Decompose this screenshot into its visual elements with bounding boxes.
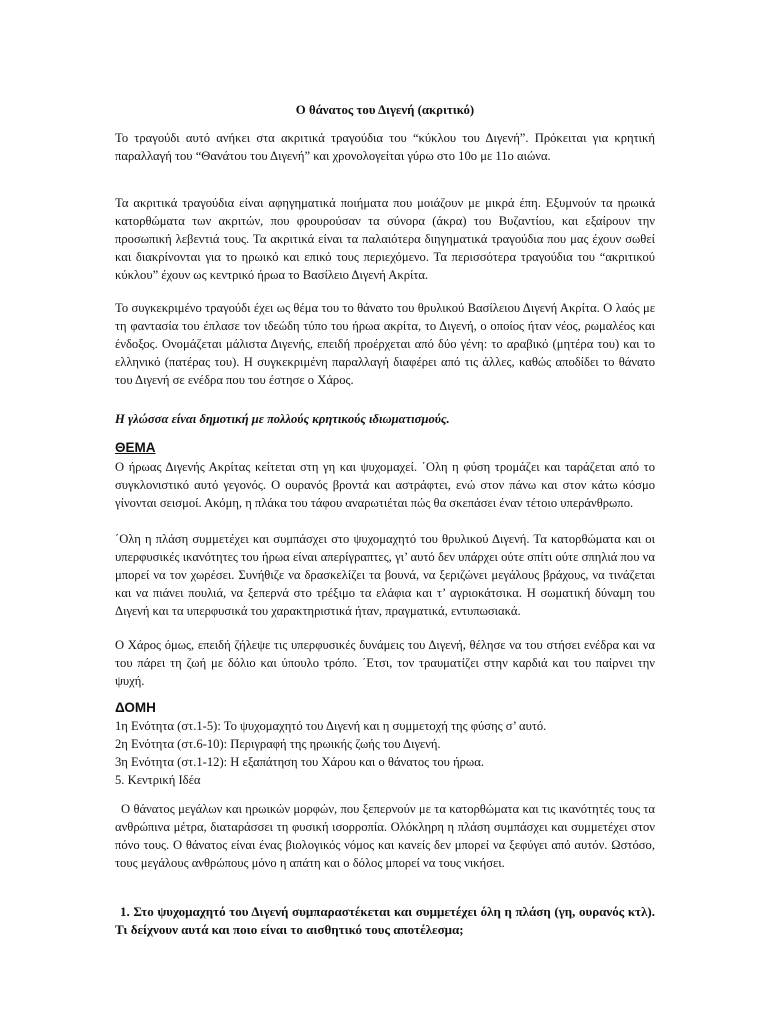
paragraph-thema-3: Ο Χάρος όμως, επειδή ζήλεψε τις υπερφυσικές δυνάμεις του Διγενή, θέλησε να του στήσει ενέδρα και να του πάρει τη ζωή με δόλιο και ύπουλο τρόπο. ΄Ετσι, τον τραυματίζει στην καρδιά και του παίρνει την ψυχή. <box>115 638 655 688</box>
question-number: 1. <box>120 904 130 919</box>
question-text: Στο ψυχομαχητό του Διγενή συμπαραστέκεται και συμμετέχει όλη η πλάση (γη, ουρανός κτλ). Τι δείχνουν αυτά και ποιο είναι το αισθητικό τους αποτέλεσμα; <box>115 904 655 937</box>
domi-item-1: 1η Ενότητα (στ.1-5): Το ψυχομαχητό του Διγενή και η συμμετοχή της φύσης σ’ αυτό. <box>115 719 547 733</box>
heading-thema: ΘΕΜΑ <box>115 440 156 455</box>
domi-item-4: 5. Κεντρική Ιδέα <box>115 773 201 787</box>
paragraph-digenis: Το συγκεκριμένο τραγούδι έχει ως θέμα του το θάνατο του θρυλικού Βασίλειου Διγενή Ακρίτα. Ο λαός με τη φαντασία του έπλασε τον ιδεώδη τύπο του ήρωα ακρίτα, το Διγενή, ο οποίος ήταν νέος, ρωμαλέος και ένδοξος. Ονομάζεται μάλιστα Διγενής, επειδή προέρχεται από δύο γένη: το αραβικό (μητέρα του) και το ελληνικό (πατέρας του). Η συγκεκριμένη παραλλαγή διαφέρει από τις άλλες, καθώς αποδίδει το θάνατο του Διγενή σε ενέδρα που του έστησε ο Χάρος. <box>115 301 655 387</box>
domi-item-2: 2η Ενότητα (στ.6-10): Περιγραφή της ηρωικής ζωής του Διγενή. <box>115 737 441 751</box>
document-title: Ο θάνατος του Διγενή (ακριτικό) <box>295 103 475 117</box>
paragraph-intro: Το τραγούδι αυτό ανήκει στα ακριτικά τραγούδια του “κύκλου του Διγενή”. Πρόκειται για κρητική παραλλαγή του “Θανάτου του Διγενή” και χρονολογείται γύρω στο 10ο με 11ο αιώνα. <box>115 131 655 163</box>
paragraph-kentriki-idea: Ο θάνατος μεγάλων και ηρωικών μορφών, που ξεπερνούν με τα κατορθώματα και τις ικανότητές τους τα ανθρώπινα μέτρα, διαταράσσει τη φυσική ισορροπία. Ολόκληρη η πλάση συμπάσχει και συμμετέχει στον πόνο τους. Ο θάνατος είναι ένας βιολογικός νόμος και κανείς δεν μπορεί να ξεφύγει από αυτόν. Ωστόσο, τους μεγάλους ανθρώπους μόνο η απάτη και ο δόλος μπορεί να τους νικήσει. <box>115 802 655 870</box>
domi-item-3: 3η Ενότητα (στ.1-12): Η εξαπάτηση του Χάρου και ο θάνατος του ήρωα. <box>115 755 484 769</box>
paragraph-thema-2: ΄Ολη η πλάση συμμετέχει και συμπάσχει στο ψυχομαχητό του θρυλικού Διγενή. Τα κατορθώματα και οι υπερφυσικές ικανότητες του ήρωα είναι απερίγραπτες, γι’ αυτό δεν υπάρχει ούτε σπίτι ούτε σπηλιά που να μπορεί να τον χωρέσει. Συνήθιζε να δρασκελίζει τα βουνά, να ξεριζώνει μεγάλους βράχους, να τινάζεται και να πιάνει πουλιά, να ξεπερνά στο τρέξιμο τα ελάφια και τ’ αγριοκάτσικα. Η σωματική δύναμη του Διγενή και τα υπερφυσικά του χαρακτηριστικά ήταν, πραγματικά, εντυπωσιακά. <box>115 532 655 618</box>
question-1 <box>115 903 655 939</box>
heading-domi: ΔΟΜΗ <box>115 700 156 715</box>
paragraph-language: Η γλώσσα είναι δημοτική με πολλούς κρητικούς ιδιωματισμούς. <box>115 412 450 426</box>
paragraph-akritika: Τα ακριτικά τραγούδια είναι αφηγηματικά ποιήματα που μοιάζουν με μικρά έπη. Εξυμνούν τα ηρωικά κατορθώματα των ακριτών, που φρουρούσαν τα σύνορα (άκρα) του Βυζαντίου, και εξαίρουν την προσωπική λεβεντιά τους. Τα ακριτικά είναι τα παλαιότερα διηγηματικά τραγούδια που μας έχουν σωθεί και διακρίνονται για το ηρωικό και επικό τους περιεχόμενο. Τα περισσότερα τραγούδια του “ακριτικού κύκλου” έχουν ως κεντρικό ήρωα το Βασίλειο Διγενή Ακρίτα. <box>115 196 655 282</box>
paragraph-thema-1: Ο ήρωας Διγενής Ακρίτας κείτεται στη γη και ψυχομαχεί. ΄Ολη η φύση τρομάζει και ταράζεται από το συγκλονιστικό αυτό γεγονός. Ο ουρανός βροντά και αστράφτει, ενώ στον πάνω και στον κάτω κόσμο γίνονται σεισμοί. Ακόμη, η πλάκα του τάφου αναρωτιέται πώς θα σκεπάσει έναν τέτοιο υπεράνθρωπο. <box>115 460 655 510</box>
